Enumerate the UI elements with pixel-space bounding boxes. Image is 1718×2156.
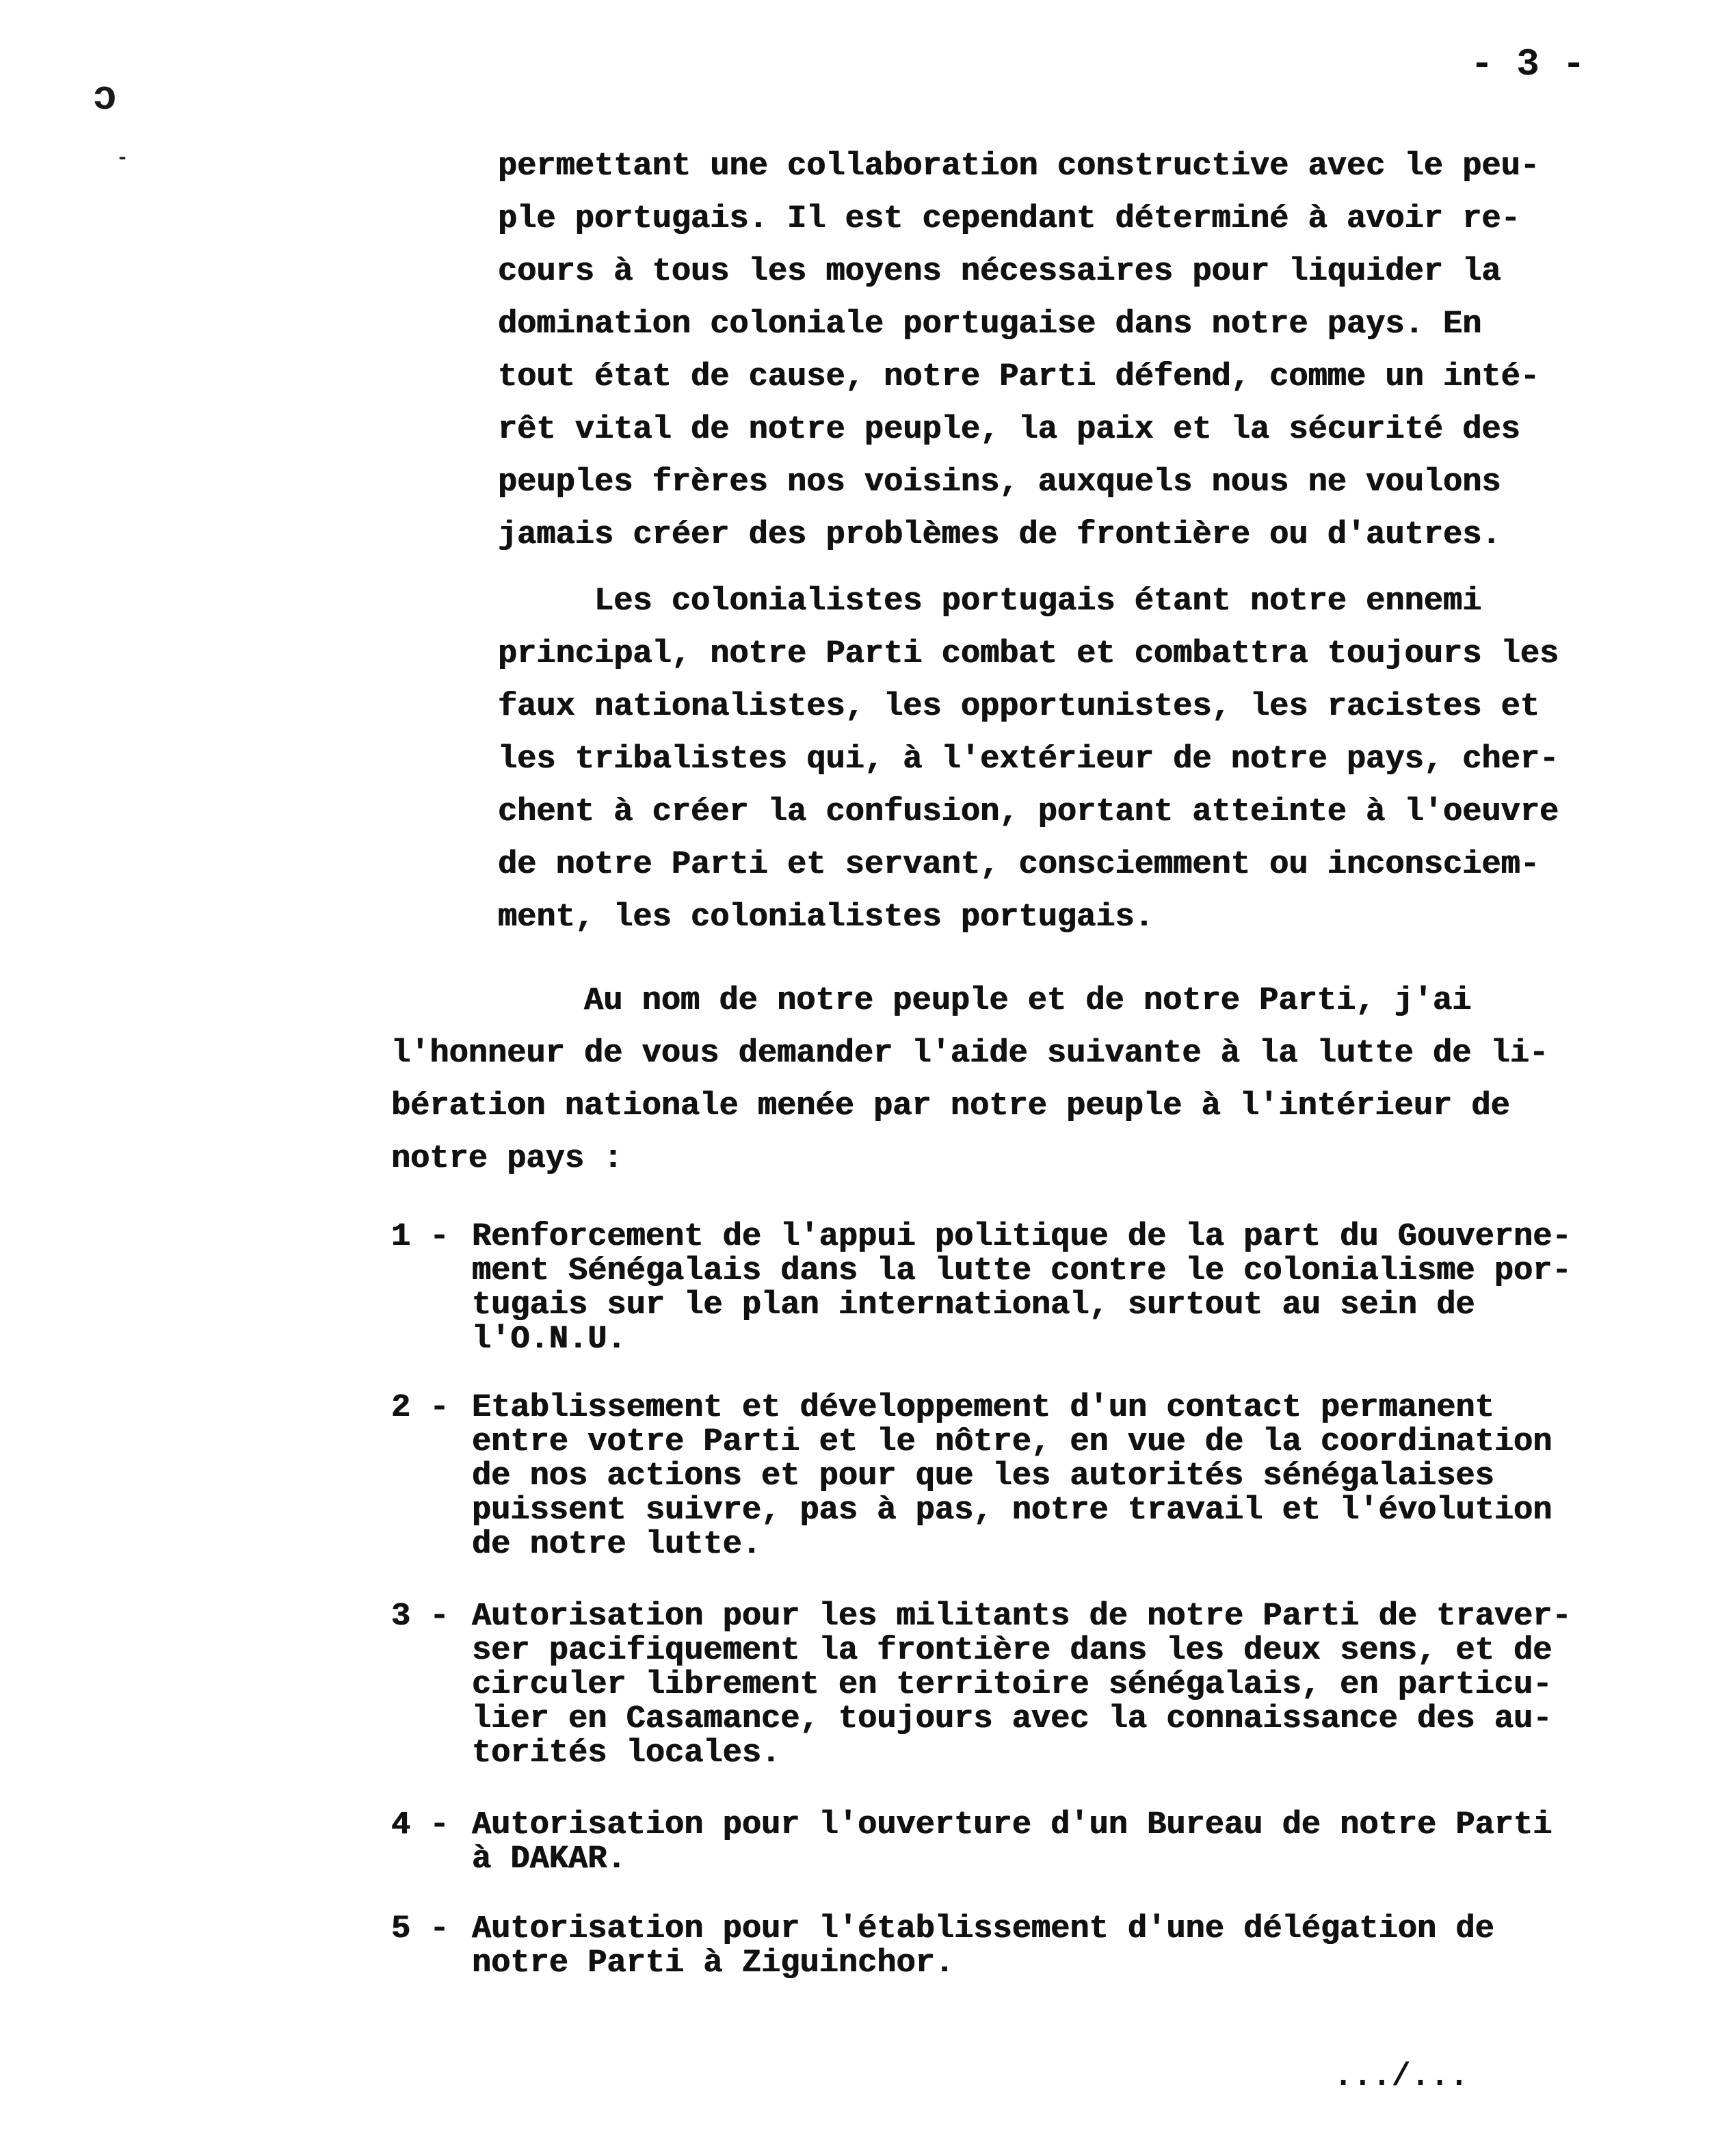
request-line: circuler librement en territoire sénégalais, en particu-	[472, 1667, 1552, 1703]
text-line: ment, les colonialistes portugais.	[498, 899, 1154, 936]
text-line: ple portugais. Il est cependant déterminé à avoir re-	[498, 201, 1520, 237]
request-line: de notre lutte.	[472, 1527, 762, 1563]
text-line: domination coloniale portugaise dans notre pays. En	[498, 306, 1482, 343]
request-line: à DAKAR.	[472, 1841, 626, 1878]
request-line: ment Sénégalais dans la lutte contre le colonialisme por-	[472, 1253, 1572, 1289]
request-number: 1 -	[391, 1219, 449, 1255]
text-line: chent à créer la confusion, portant atteinte à l'oeuvre	[498, 794, 1559, 830]
request-line: Autorisation pour les militants de notre Parti de traver-	[472, 1599, 1572, 1635]
continuation-mark: .../...	[1334, 2059, 1469, 2095]
request-line: Autorisation pour l'ouverture d'un Bureau de notre Parti	[472, 1807, 1552, 1843]
text-line: permettant une collaboration constructive avec le peu-	[498, 148, 1540, 185]
text-line: bération nationale menée par notre peuple à l'intérieur de	[391, 1088, 1510, 1125]
request-line: notre Parti à Ziguinchor.	[472, 1945, 955, 1982]
margin-dash-mark: -	[116, 147, 129, 170]
request-number: 2 -	[391, 1390, 449, 1426]
text-line: jamais créer des problèmes de frontière ou d'autres.	[498, 517, 1501, 553]
text-line: notre pays :	[391, 1141, 623, 1177]
page-number: - 3 -	[1470, 42, 1586, 86]
request-line: entre votre Parti et le nôtre, en vue de la coordination	[472, 1424, 1552, 1460]
request-line: lier en Casamance, toujours avec la connaissance des au-	[472, 1701, 1552, 1737]
text-line: Les colonialistes portugais étant notre ennemi	[498, 583, 1482, 620]
request-line: de nos actions et pour que les autorités sénégalaises	[472, 1458, 1494, 1495]
request-line: Etablissement et développement d'un contact permanent	[472, 1390, 1494, 1426]
request-line: tugais sur le plan international, surtout au sein de	[472, 1287, 1475, 1324]
text-line: Au nom de notre peuple et de notre Parti, j'ai	[391, 983, 1472, 1019]
text-line: l'honneur de vous demander l'aide suivante à la lutte de li-	[391, 1036, 1549, 1072]
text-line: faux nationalistes, les opportunistes, les racistes et	[498, 689, 1540, 725]
request-line: torités locales.	[472, 1735, 781, 1772]
request-line: Renforcement de l'appui politique de la part du Gouverne-	[472, 1219, 1572, 1255]
text-line: peuples frères nos voisins, auxquels nous ne voulons	[498, 464, 1501, 501]
text-line: principal, notre Parti combat et combattra toujours les	[498, 636, 1559, 672]
request-number: 5 -	[391, 1911, 449, 1947]
request-number: 4 -	[391, 1807, 449, 1843]
request-line: l'O.N.U.	[472, 1322, 626, 1358]
request-line: puissent suivre, pas à pas, notre travail et l'évolution	[472, 1493, 1552, 1529]
punch-hole-mark: ↄ	[92, 75, 118, 122]
text-line: cours à tous les moyens nécessaires pour liquider la	[498, 254, 1501, 290]
text-line: de notre Parti et servant, consciemment ou inconsciem-	[498, 847, 1540, 883]
request-line: ser pacifiquement la frontière dans les deux sens, et de	[472, 1633, 1552, 1669]
text-line: tout état de cause, notre Parti défend, comme un inté-	[498, 359, 1540, 395]
text-line: les tribalistes qui, à l'extérieur de notre pays, cher-	[498, 741, 1559, 778]
request-line: Autorisation pour l'établissement d'une délégation de	[472, 1911, 1494, 1947]
text-line: rêt vital de notre peuple, la paix et la sécurité des	[498, 412, 1520, 448]
request-number: 3 -	[391, 1599, 449, 1635]
